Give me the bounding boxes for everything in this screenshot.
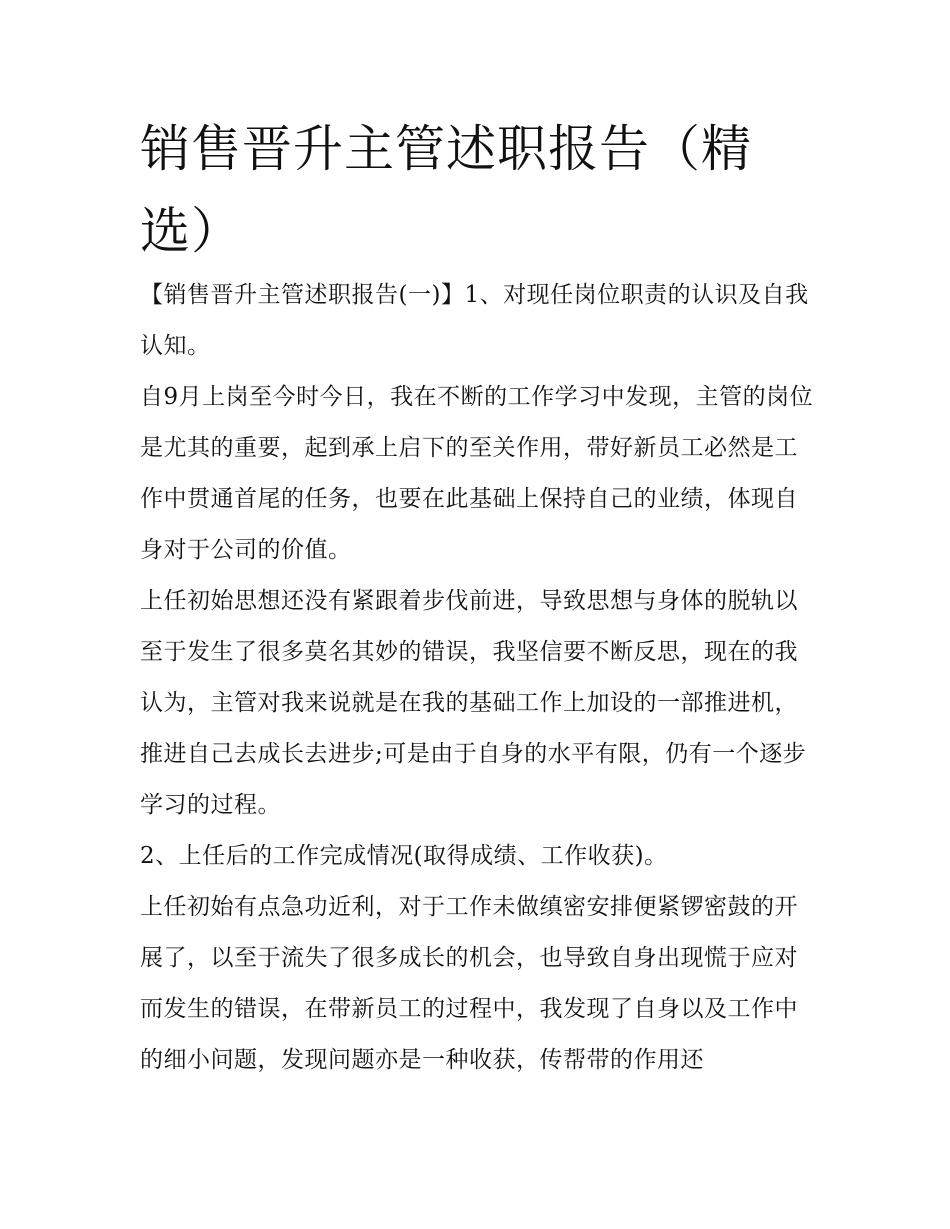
paragraph-intro: 【销售晋升主管述职报告(一)】1、对现任岗位职责的认识及自我认知。	[140, 282, 809, 359]
document-body	[140, 270, 820, 1086]
paragraph-role-awareness: 自9月上岗至今时今日，我在不断的工作学习中发现，主管的岗位是尤其的重要，起到承上启下的至关作用，带好新员工必然是工作中贯通首尾的任务，也要在此基础上保持自己的业绩，体现自身对于公司的价值。	[140, 384, 814, 563]
document-title: 销售晋升主管述职报告（精选）	[140, 120, 752, 260]
paragraph-work-completion: 上任初始有点急功近利，对于工作未做缜密安排便紧锣密鼓的开展了，以至于流失了很多成长的机会，也导致自身出现慌于应对而发生的错误，在带新员工的过程中，我发现了自身以及工作中的细小问题，发现问题亦是一种收获，传帮带的作用还	[140, 894, 798, 1073]
paragraph-reflection: 上任初始思想还没有紧跟着步伐前进，导致思想与身体的脱轨以至于发生了很多莫名其妙的错误，我坚信要不断反思，现在的我认为，主管对我来说就是在我的基础工作上加设的一部推进机，推进自己去成长去进步;可是由于自身的水平有限，仍有一个逐步学习的过程。	[140, 588, 807, 818]
paragraph-section-heading: 2、上任后的工作完成情况(取得成绩、工作收获)。	[140, 843, 668, 869]
